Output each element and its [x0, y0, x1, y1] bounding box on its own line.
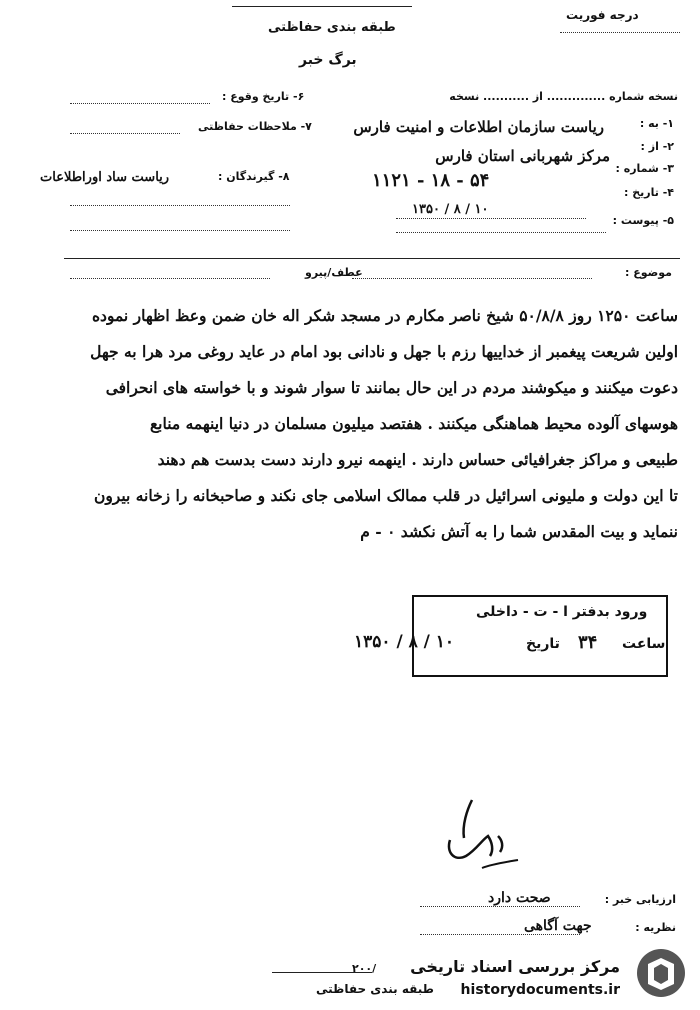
notes-dots [70, 133, 180, 134]
field-from-label: ۲- از : [640, 140, 674, 153]
priority-label: درجه فوریت [566, 8, 639, 22]
body-line: هوسهای آلوده محیط هماهنگی میکنند . هفتصد میلیون مسلمان در دنیا اینهمه منابع [149, 414, 678, 433]
opinion-value: جهت آگاهی [524, 918, 592, 934]
body-line: طبیعی و مراکز جغرافیائی حساس دارند . اینهمه نیرو دارند دست بدست هم دهند [157, 450, 678, 469]
reference-label: عطف/پیرو [305, 266, 363, 279]
field-from-value: مرکز شهربانی استان فارس [435, 147, 610, 165]
field-recipients-value: ریاست ساد اوراطلاعات [40, 170, 170, 185]
attachment-dots [396, 232, 606, 233]
field-notes-label: ۷- ملاحظات حفاظتی [198, 120, 312, 133]
top-rule [232, 6, 412, 7]
assessment-dots [420, 906, 580, 907]
watermark-name: مرکز بررسی اسناد تاریخی [410, 957, 620, 976]
stamp-time-value: ۳۴ [578, 632, 598, 653]
field-to-label: ۱- به : [639, 117, 674, 130]
opinion-dots [420, 934, 580, 935]
field-number-label: ۳- شماره : [615, 162, 674, 175]
opinion-label: نظریه : [635, 921, 676, 934]
body-line: اولین شریعت پیغمبر از خداییها رزم با جهل و نادانی بود امام در عاید روغی مرد هرا به جهل [90, 342, 678, 361]
body-line: ننماید و بیت المقدس شما را به آتش نکشد ۰ - م [360, 522, 678, 541]
recipients-dots-1 [70, 205, 290, 206]
body-line: ساعت ۱۲۵۰ روز ۵۰/۸/۸ شیخ ناصر مکارم در مسجد شکر اله خان ضمن وعظ اظهار نموده [91, 306, 678, 325]
form-title: برگ خبر [299, 52, 357, 68]
copy-number: نسخه شماره .............. از ........... نسخه [449, 90, 678, 103]
subject-dots [352, 278, 592, 279]
assessment-label: ارزیابی خبر : [604, 893, 676, 906]
stamp-date-value: ۱۳۵۰ / ۸ / ۱۰ [354, 632, 455, 652]
recipients-dots-2 [70, 230, 290, 231]
section-divider [64, 258, 680, 259]
event-date-dots [70, 103, 210, 104]
field-recipients-label: ۸- گیرندگان : [218, 170, 290, 183]
field-date-label: ۴- تاریخ : [624, 186, 674, 199]
date-underline [396, 218, 586, 219]
stamp-title: ورود بدفتر ا - ت - داخلی [476, 604, 648, 620]
archive-logo-icon [634, 946, 688, 1000]
signature-mark [432, 790, 542, 890]
watermark-url: historydocuments.ir [460, 982, 620, 998]
field-number-value: ۱۱۲۱ - ۱۸ - ۵۴ [372, 170, 490, 191]
classification-bottom: طبقه بندی حفاظتی [316, 982, 434, 996]
bottom-rule [272, 972, 372, 973]
classification-top: طبقه بندی حفاظتی [268, 20, 396, 35]
stamp-time-label: ساعت [622, 636, 666, 652]
assessment-value: صحت دارد [488, 890, 551, 906]
body-line: دعوت میکنند و میکوشند مردم در این حال بمانند تا سوار شوند و با خواسته های انحرافی [105, 378, 678, 397]
reference-dots [70, 278, 270, 279]
stamp-date-label: تاریخ [526, 636, 560, 652]
field-to-value: ریاست سازمان اطلاعات و امنیت فارس [353, 118, 604, 136]
field-event-date-label: ۶- تاریخ وقوع : [222, 90, 305, 103]
field-attachment-label: ۵- پیوست : [612, 214, 674, 227]
priority-dots [560, 32, 680, 33]
subject-label: موضوع : [625, 266, 672, 279]
field-date-value: ۱۳۵۰ / ۸ / ۱۰ [412, 202, 489, 217]
bottom-mark: ۲۰۰/ [352, 962, 377, 975]
body-line: تا این دولت و ملیونی اسرائیل در قلب ممالک اسلامی جای نکند و صاحبخانه را زخانه بیرون [93, 486, 678, 505]
